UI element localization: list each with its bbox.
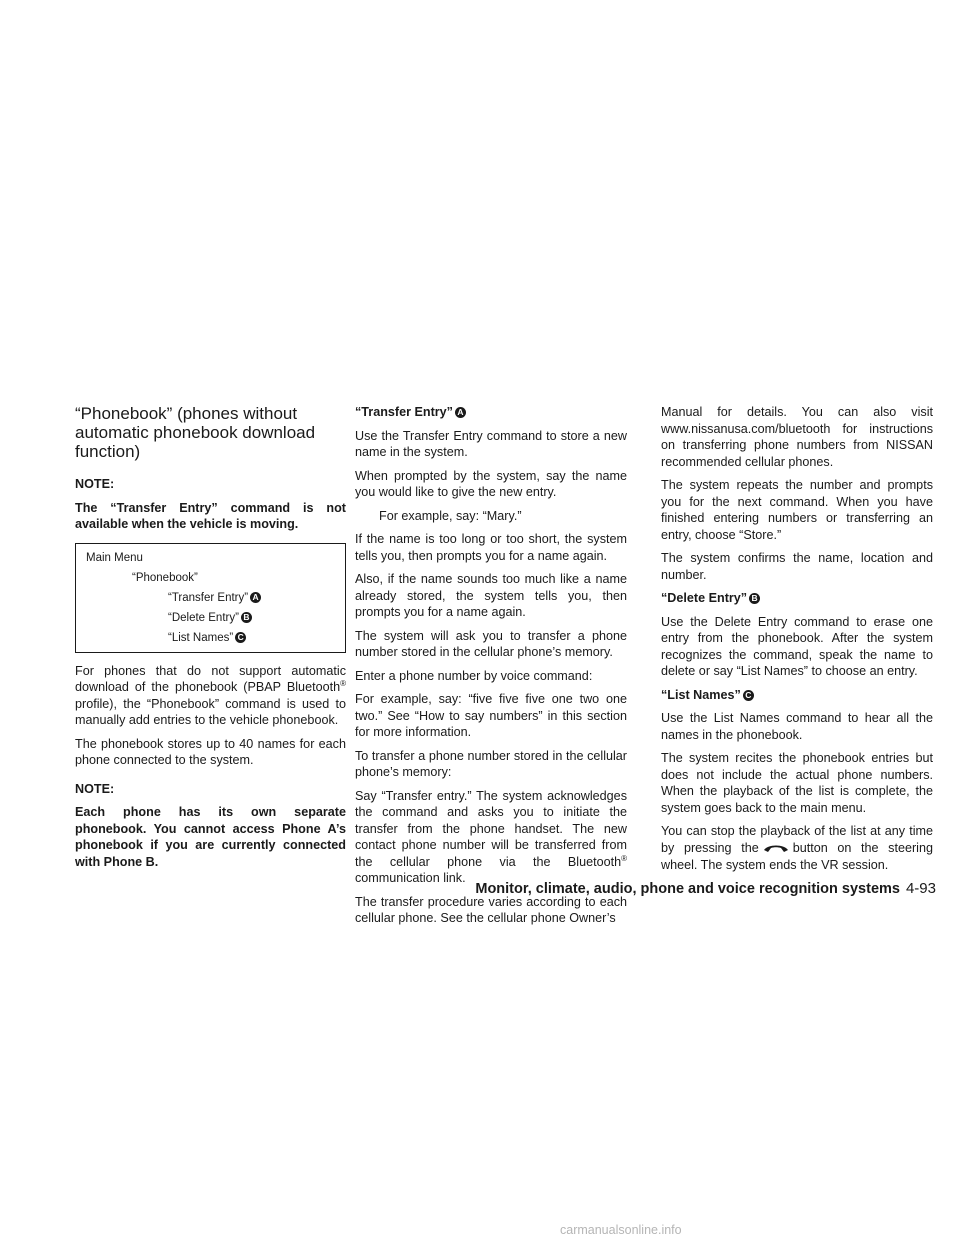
paragraph: The transfer procedure varies according to each cellular phone. See the cellular phone Owner’s	[355, 894, 627, 925]
example-text: For example, say: “Mary.”	[379, 508, 522, 523]
paragraph: For example, say: “five five five one two one two.” See “How to say numbers” in this section for more information.	[355, 692, 627, 739]
paragraph: Use the Transfer Entry command to store a new name in the system.	[355, 428, 627, 459]
paragraph: Enter a phone number by voice command:	[355, 668, 593, 683]
list-names-heading: “List Names” C	[661, 687, 933, 704]
badge-b-icon: B	[749, 593, 760, 604]
delete-entry-heading: “Delete Entry” B	[661, 590, 933, 607]
menu-tree-box	[75, 543, 346, 653]
badge-a-icon: A	[455, 407, 466, 418]
paragraph: The phonebook stores up to 40 names for each phone connected to the system.	[75, 736, 346, 767]
paragraph: When prompted by the system, say the name you would like to give the new entry.	[355, 468, 627, 499]
page-footer	[440, 880, 936, 897]
registered-mark: ®	[340, 678, 346, 688]
column-1	[75, 404, 346, 880]
note-label: NOTE:	[75, 477, 115, 491]
paragraph: The system confirms the name, location and number.	[661, 551, 933, 582]
menu-list-label: “List Names”	[168, 631, 234, 644]
menu-main: Main Menu	[86, 551, 143, 564]
paragraph: Manual for details. You can also visit www.nissanusa.com/bluetooth for instructions on transferring phone numbers from NISSAN recommended cellular phones.	[661, 405, 933, 469]
menu-phonebook: “Phonebook”	[132, 571, 198, 584]
paragraph: Say “Transfer entry.” The system acknowledges the command and asks you to initiate the transfer from the phone handset. The new contact phone number will be transferred from the cellular phone via the Bluetooth® communication link.	[355, 788, 627, 885]
paragraph: For phones that do not support automatic download of the phonebook (PBAP Bluetooth® profile), the “Phonebook” command is used to manually add entries to the vehicle phonebook.	[75, 663, 346, 727]
menu-delete-label: “Delete Entry”	[168, 611, 239, 624]
phone-hangup-icon	[763, 841, 789, 858]
note-text: The “Transfer Entry” command is not available when the vehicle is moving.	[75, 500, 346, 531]
note-text: Each phone has its own separate phonebook. You cannot access Phone A’s phonebook if you are currently connected with Phone B.	[75, 805, 346, 869]
menu-transfer-label: “Transfer Entry”	[168, 591, 249, 604]
footer-title: Monitor, climate, audio, phone and voice recognition systems	[475, 881, 900, 897]
paragraph: Use the Delete Entry command to erase one entry from the phonebook. After the system recognizes the command, speak the name to delete or say “List Names” to choose an entry.	[661, 614, 933, 678]
watermark: carmanualsonline.info	[560, 1223, 682, 1237]
badge-c-icon: C	[743, 690, 754, 701]
badge-c-icon: C	[235, 632, 246, 643]
note-label: NOTE:	[75, 781, 115, 796]
registered-mark: ®	[621, 853, 627, 863]
badge-b-icon: B	[241, 612, 252, 623]
column-3	[661, 404, 933, 881]
paragraph: If the name is too long or too short, the system tells you, then prompts you for a name again.	[355, 532, 627, 563]
column-2	[355, 404, 627, 934]
paragraph: The system will ask you to transfer a phone number stored in the cellular phone’s memory.	[355, 628, 627, 659]
paragraph: You can stop the playback of the list at any time by pressing the button on the steering wheel. The system ends the VR session.	[661, 824, 933, 872]
paragraph: The system repeats the number and prompts you for the next command. When you have finished entering numbers or transferring an entry, choose “Store.”	[661, 478, 933, 542]
page-number: 4-93	[905, 880, 936, 897]
section-title: “Phonebook” (phones without automatic phonebook download function)	[75, 404, 316, 461]
paragraph: Use the List Names command to hear all the names in the phonebook.	[661, 711, 933, 742]
transfer-entry-heading: “Transfer Entry” A	[355, 404, 627, 421]
menu-delete-entry	[86, 608, 337, 628]
paragraph: The system recites the phonebook entries but does not include the actual phone numbers. When the playback of the list is complete, the system goes back to the main menu.	[661, 751, 933, 815]
badge-a-icon: A	[250, 592, 261, 603]
paragraph: To transfer a phone number stored in the cellular phone’s memory:	[355, 748, 627, 779]
paragraph: Also, if the name sounds too much like a name already stored, the system tells you, then prompts you for a name again.	[355, 572, 627, 619]
menu-list-names	[86, 628, 337, 648]
menu-transfer-entry	[86, 588, 337, 608]
